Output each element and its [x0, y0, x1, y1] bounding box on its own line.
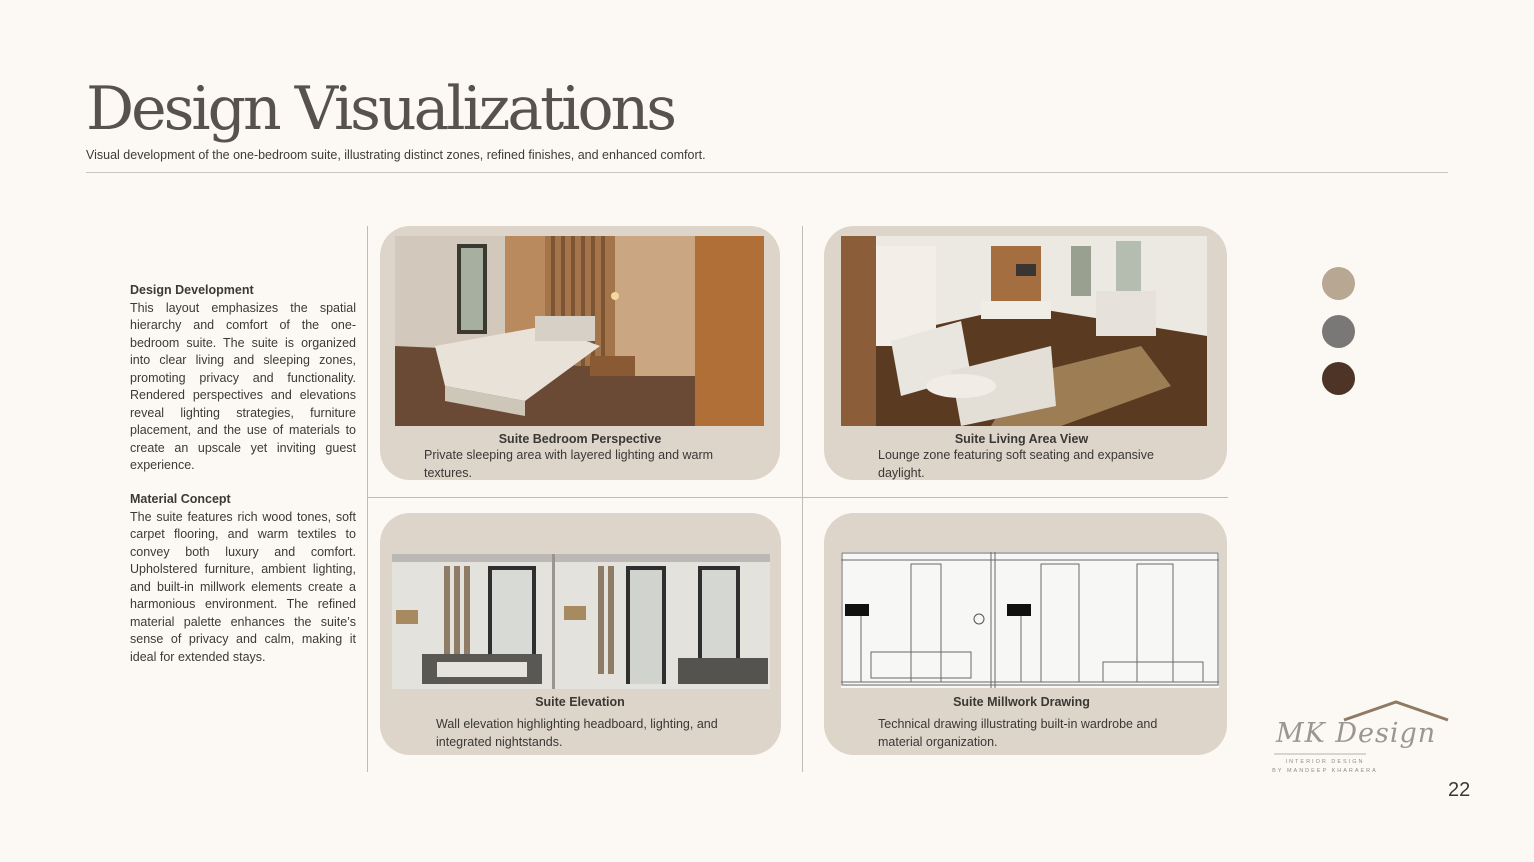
design-development-heading: Design Development — [130, 283, 254, 297]
palette-swatch-gray — [1322, 315, 1355, 348]
page-title: Design Visualizations — [86, 74, 675, 144]
bedroom-perspective-image — [395, 236, 764, 426]
material-concept-heading: Material Concept — [130, 492, 231, 506]
material-concept-section — [130, 491, 356, 666]
page-subtitle: Visual development of the one-bedroom suite, illustrating distinct zones, refined finishes, and enhanced comfort. — [86, 148, 706, 162]
logo-wordmark: MK Design — [1276, 718, 1437, 749]
grid-line-left — [367, 226, 368, 772]
design-development-body: This layout emphasizes the spatial hierarchy and comfort of the one-bedroom suite. The suite is organized into clear living and sleeping zones, promoting privacy and functionality. Rendered perspectives and elevations reveal lighting strategies, furniture placement, and the use of materials to create an upscale yet inviting guest experience. — [130, 300, 356, 472]
living-area-image — [841, 236, 1207, 426]
card-bedroom-title: Suite Bedroom Perspective — [498, 432, 662, 446]
millwork-drawing-image — [841, 552, 1219, 688]
palette-swatch-brown — [1322, 362, 1355, 395]
card-millwork-description: Technical drawing illustrating built-in wardrobe and material organization. — [878, 717, 1158, 749]
grid-line-horizontal — [367, 497, 1228, 498]
palette-swatch-taupe — [1322, 267, 1355, 300]
card-elevation-title: Suite Elevation — [535, 695, 625, 709]
material-concept-body: The suite features rich wood tones, soft carpet flooring, and warm textiles to convey both luxury and comfort. Upholstered furniture, ambient lighting, and built-in millwork elements create a harmonious environment. The refined material palette enhances the suite’s sense of privacy and calm, making it ideal for extended stays. — [130, 509, 356, 664]
card-living-title: Suite Living Area View — [954, 432, 1089, 446]
card-bedroom-description: Private sleeping area with layered lighting and warm textures. — [424, 448, 714, 480]
card-elevation-description: Wall elevation highlighting headboard, lighting, and integrated nightstands. — [436, 717, 718, 749]
card-living-description: Lounge zone featuring soft seating and expansive daylight. — [878, 448, 1154, 480]
page-number: 22 — [1448, 779, 1471, 801]
logo-tagline-line2: BY MANDEEP KHARAERA — [1272, 768, 1378, 774]
elevation-image — [392, 554, 770, 689]
logo-tagline — [1270, 758, 1380, 776]
grid-line-center — [802, 226, 803, 772]
header-divider — [86, 172, 1448, 173]
design-development-section — [130, 282, 356, 475]
card-millwork-title: Suite Millwork Drawing — [953, 695, 1090, 709]
logo-tagline-line1: INTERIOR DESIGN — [1285, 759, 1365, 765]
